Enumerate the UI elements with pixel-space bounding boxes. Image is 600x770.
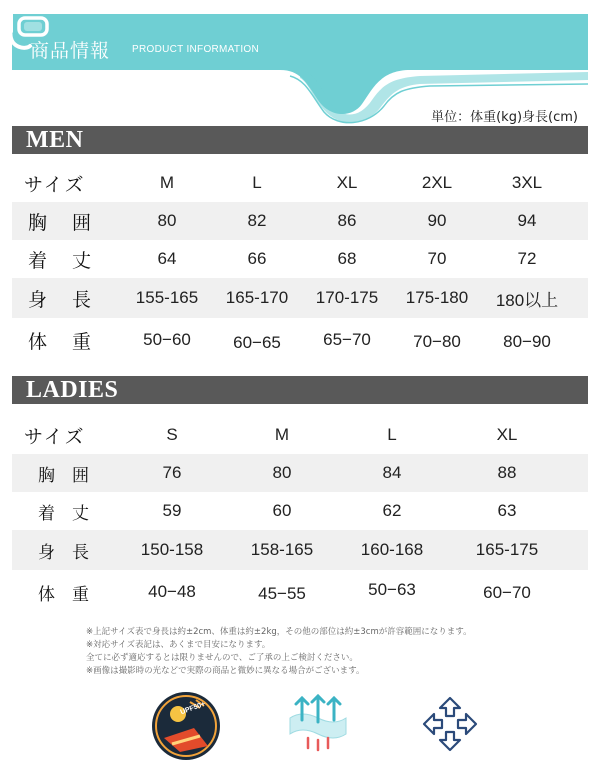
ladies-value-cell: 160-168 [360, 540, 424, 559]
ladies-weight-label: 体 重 [38, 584, 89, 605]
men-value-cell: 170-175 [315, 288, 379, 307]
ladies-value-cell: 40−48 [148, 582, 196, 601]
ladies-length-label: 着 丈 [38, 503, 89, 524]
men-size-cell: XL [336, 173, 358, 192]
men-chest-row [12, 202, 588, 240]
men-value-cell: 65−70 [323, 330, 371, 349]
ladies-height-row [12, 530, 588, 570]
ladies-value-cell: 158-165 [250, 540, 314, 559]
men-value-cell: 80−90 [503, 332, 551, 351]
ladies-value-cell: 50−63 [368, 580, 416, 599]
men-value-cell: 155-165 [135, 288, 199, 307]
ladies-value-cell: 80 [272, 463, 292, 482]
ladies-value-cell: 165-175 [475, 540, 539, 559]
ladies-size-cell: XL [496, 425, 518, 444]
men-value-cell: 60−65 [233, 333, 281, 352]
men-value-cell: 72 [517, 249, 537, 268]
men-size-cell: L [252, 173, 262, 192]
ladies-height-label: 身 長 [38, 542, 89, 563]
header-banner [0, 0, 600, 128]
men-size-label: サイズ [24, 173, 86, 196]
note-line: ※画像は撮影時の光などで実際の商品と微妙に異なる場合がございます。 [86, 666, 365, 676]
stretch-arrows-icon [420, 694, 480, 758]
ladies-size-row [12, 416, 588, 454]
men-value-cell: 82 [247, 211, 267, 230]
men-value-cell: 64 [157, 249, 177, 268]
men-size-cell: 2XL [421, 173, 453, 192]
men-section-title: MEN [26, 127, 84, 153]
ladies-size-cell: M [274, 425, 290, 444]
ladies-value-cell: 60 [272, 501, 292, 520]
men-height-row [12, 278, 588, 318]
ladies-weight-row [12, 570, 588, 614]
ladies-chest-row [12, 454, 588, 492]
product-info-subtitle: PRODUCT INFORMATION [132, 44, 259, 55]
ladies-value-cell: 45−55 [258, 584, 306, 603]
ladies-length-row [12, 492, 588, 530]
size-notes [86, 626, 586, 678]
men-value-cell: 90 [427, 211, 447, 230]
upf-label: UPF50+ [179, 700, 207, 717]
men-value-cell: 68 [337, 249, 357, 268]
ladies-value-cell: 62 [382, 501, 402, 520]
men-weight-label: 体 重 [28, 330, 92, 353]
snorkel-mask-icon [0, 0, 60, 60]
ladies-value-cell: 84 [382, 463, 402, 482]
note-line: 全てに必ず適応するとは限りませんので、ご了承の上ご検討ください。 [86, 653, 358, 663]
men-section-header [12, 126, 588, 154]
ladies-chest-label: 胸 囲 [38, 465, 89, 486]
ladies-value-cell: 59 [162, 501, 182, 520]
men-value-cell: 70−80 [413, 332, 461, 351]
men-height-label: 身 長 [28, 288, 92, 311]
note-line: ※対応サイズ表記は、あくまで目安になります。 [86, 640, 271, 650]
ladies-value-cell: 76 [162, 463, 182, 482]
ladies-value-cell: 63 [497, 501, 517, 520]
ladies-value-cell: 60−70 [483, 583, 531, 602]
ladies-value-cell: 88 [497, 463, 517, 482]
men-value-cell: 165-170 [225, 288, 289, 307]
men-size-row [12, 164, 588, 202]
men-value-cell: 175-180 [405, 288, 469, 307]
men-chest-label: 胸 囲 [28, 211, 92, 234]
ladies-size-cell: L [387, 425, 397, 444]
upf-sun-protection-icon [150, 690, 222, 766]
ladies-section-title: LADIES [26, 377, 119, 403]
ladies-section-header [12, 376, 588, 404]
note-line: ※上記サイズ表で身長は約±2cm、体重は約±2kg，その他の部位は約±3cmが許容範囲になります。 [86, 627, 472, 637]
unit-note: 単位：体重(kg)身長(cm) [431, 110, 578, 125]
men-size-cell: 3XL [511, 173, 543, 192]
ladies-size-label: サイズ [24, 425, 86, 448]
men-length-label: 着 丈 [28, 249, 92, 272]
men-size-cell: M [159, 173, 175, 192]
men-value-cell: 66 [247, 249, 267, 268]
men-value-cell: 86 [337, 211, 357, 230]
men-value-cell: 180以上 [495, 290, 559, 310]
product-info-title: 商品情報 [30, 40, 111, 62]
men-value-cell: 80 [157, 211, 177, 230]
breathable-fabric-icon [286, 690, 350, 758]
men-value-cell: 50−60 [143, 330, 191, 349]
men-value-cell: 70 [427, 249, 447, 268]
men-length-row [12, 240, 588, 278]
ladies-value-cell: 150-158 [140, 540, 204, 559]
men-weight-row [12, 318, 588, 362]
ladies-size-cell: S [166, 425, 178, 444]
men-value-cell: 94 [517, 211, 537, 230]
